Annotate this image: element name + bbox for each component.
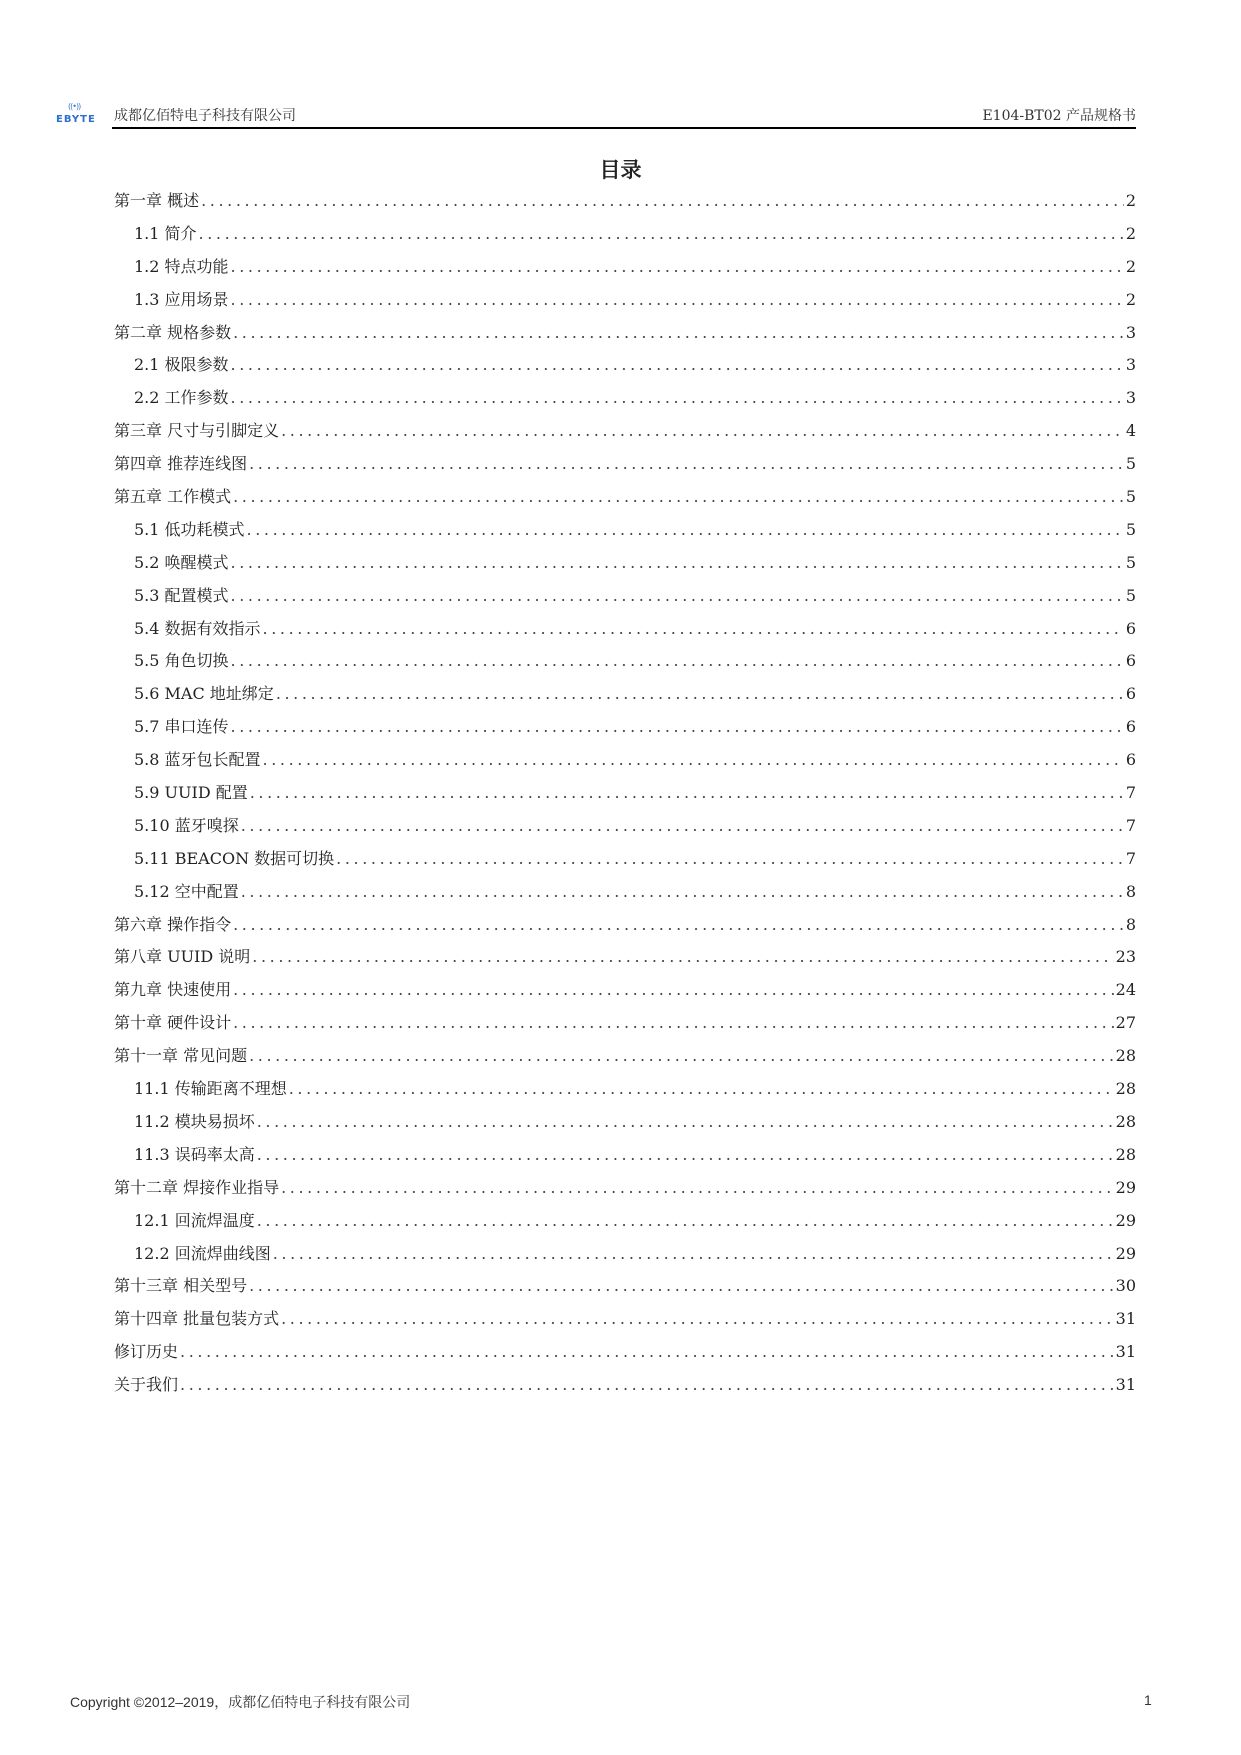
toc-entry-label: 5.9 UUID 配置 <box>134 783 248 803</box>
toc-leader-dots <box>249 1276 1114 1295</box>
toc-entry[interactable] <box>114 616 1136 649</box>
toc-entry-label: 5.1 低功耗模式 <box>134 519 245 539</box>
page-header <box>56 98 1136 130</box>
toc-entry-label: 第四章 推荐连线图 <box>114 454 248 474</box>
toc-leader-dots <box>233 323 1124 342</box>
toc-entry[interactable] <box>114 1076 1136 1109</box>
toc-entry-page: 5 <box>1125 454 1136 474</box>
toc-entry-page: 6 <box>1125 717 1136 737</box>
toc-entry-page: 28 <box>1115 1079 1136 1099</box>
toc-entry[interactable] <box>114 287 1136 320</box>
toc-leader-dots <box>257 1145 1114 1164</box>
toc-entry[interactable] <box>114 352 1136 385</box>
toc-entry[interactable] <box>114 451 1136 484</box>
toc-entry[interactable] <box>114 1372 1136 1405</box>
toc-entry-label: 第十章 硬件设计 <box>114 1013 232 1033</box>
toc-entry-label: 第二章 规格参数 <box>114 322 232 342</box>
toc-leader-dots <box>289 1079 1114 1098</box>
toc-entry-label: 第十一章 常见问题 <box>114 1046 248 1066</box>
toc-entry[interactable] <box>114 977 1136 1010</box>
toc-entry[interactable] <box>114 320 1136 353</box>
toc-entry-page: 7 <box>1125 815 1136 835</box>
toc-entry-label: 5.7 串口连传 <box>134 717 229 737</box>
toc-entry-label: 5.10 蓝牙嗅探 <box>134 815 239 835</box>
toc-entry-page: 3 <box>1125 388 1136 408</box>
toc-leader-dots <box>273 1244 1114 1263</box>
toc-entry-label: 1.3 应用场景 <box>134 289 229 309</box>
toc-leader-dots <box>249 454 1124 473</box>
toc-leader-dots <box>231 586 1124 605</box>
logo-text: EBYTE <box>56 114 96 125</box>
toc-entry-page: 6 <box>1125 750 1136 770</box>
toc-entry[interactable] <box>114 385 1136 418</box>
footer-page-number: 1 <box>1144 1692 1152 1708</box>
toc-entry-page: 7 <box>1125 848 1136 868</box>
toc-entry-label: 5.6 MAC 地址绑定 <box>134 684 274 704</box>
toc-entry-page: 3 <box>1125 355 1136 375</box>
toc-entry[interactable] <box>114 188 1136 221</box>
toc-entry-page: 2 <box>1125 223 1136 243</box>
toc-entry[interactable] <box>114 221 1136 254</box>
toc-entry[interactable] <box>114 1339 1136 1372</box>
toc-entry[interactable] <box>114 1241 1136 1274</box>
toc-entry-page: 31 <box>1115 1375 1136 1395</box>
toc-entry-label: 关于我们 <box>114 1375 179 1395</box>
toc-entry-page: 2 <box>1125 289 1136 309</box>
toc-entry-page: 3 <box>1125 322 1136 342</box>
toc-entry-page: 8 <box>1125 881 1136 901</box>
toc-leader-dots <box>281 1178 1114 1197</box>
toc-entry-page: 5 <box>1125 585 1136 605</box>
toc-entry[interactable] <box>114 418 1136 451</box>
toc-leader-dots <box>180 1375 1114 1394</box>
toc-leader-dots <box>233 915 1124 934</box>
table-of-contents <box>114 188 1136 1405</box>
toc-leader-dots <box>241 816 1124 835</box>
toc-entry-label: 修订历史 <box>114 1342 179 1362</box>
toc-entry-page: 31 <box>1115 1309 1136 1329</box>
toc-entry-label: 第十三章 相关型号 <box>114 1276 248 1296</box>
header-company: 成都亿佰特电子科技有限公司 <box>114 108 296 124</box>
toc-entry-page: 27 <box>1115 1013 1136 1033</box>
toc-entry-label: 11.1 传输距离不理想 <box>134 1079 287 1099</box>
toc-entry-label: 1.1 简介 <box>134 223 197 243</box>
toc-entry-label: 5.2 唤醒模式 <box>134 552 229 572</box>
toc-entry-page: 28 <box>1115 1111 1136 1131</box>
header-doc-title: E104-BT02 产品规格书 <box>982 108 1136 124</box>
wireless-icon: ((•)) <box>68 102 81 111</box>
toc-entry-page: 30 <box>1115 1276 1136 1296</box>
toc-leader-dots <box>257 1211 1114 1230</box>
toc-entry-page: 8 <box>1125 914 1136 934</box>
header-rule <box>112 127 1136 129</box>
toc-entry-label: 5.5 角色切换 <box>134 651 229 671</box>
toc-entry-page: 6 <box>1125 618 1136 638</box>
toc-entry[interactable] <box>114 912 1136 945</box>
toc-leader-dots <box>336 849 1124 868</box>
toc-leader-dots <box>250 783 1124 802</box>
ebyte-logo <box>56 102 100 128</box>
toc-entry-label: 第十二章 焊接作业指导 <box>114 1177 280 1197</box>
toc-entry[interactable] <box>114 254 1136 287</box>
toc-entry[interactable] <box>114 813 1136 846</box>
footer-copyright: Copyright ©2012–2019，成都亿佰特电子科技有限公司 <box>70 1694 411 1710</box>
toc-entry[interactable] <box>114 648 1136 681</box>
toc-entry-page: 31 <box>1115 1342 1136 1362</box>
toc-entry-label: 1.2 特点功能 <box>134 256 229 276</box>
toc-entry[interactable] <box>114 944 1136 977</box>
toc-entry-label: 第三章 尺寸与引脚定义 <box>114 421 280 441</box>
toc-entry[interactable] <box>114 1208 1136 1241</box>
toc-entry-page: 6 <box>1125 684 1136 704</box>
toc-entry-page: 24 <box>1115 980 1136 1000</box>
toc-entry[interactable] <box>114 846 1136 879</box>
toc-leader-dots <box>281 1309 1114 1328</box>
toc-entry-page: 29 <box>1115 1243 1136 1263</box>
toc-leader-dots <box>180 1342 1114 1361</box>
toc-entry[interactable] <box>114 583 1136 616</box>
toc-title: 目录 <box>599 158 642 182</box>
toc-entry[interactable] <box>114 1043 1136 1076</box>
toc-entry[interactable] <box>114 1109 1136 1142</box>
toc-entry-label: 第一章 概述 <box>114 191 200 210</box>
toc-entry[interactable] <box>114 1142 1136 1175</box>
toc-entry[interactable] <box>114 714 1136 747</box>
toc-leader-dots <box>276 684 1124 703</box>
toc-entry-page: 23 <box>1115 947 1136 967</box>
toc-leader-dots <box>199 224 1124 243</box>
toc-entry-label: 第八章 UUID 说明 <box>114 947 251 967</box>
toc-leader-dots <box>263 750 1124 769</box>
toc-leader-dots <box>231 257 1124 276</box>
toc-leader-dots <box>281 421 1124 440</box>
toc-entry-page: 29 <box>1115 1177 1136 1197</box>
toc-entry-label: 第五章 工作模式 <box>114 487 232 507</box>
toc-leader-dots <box>231 290 1124 309</box>
toc-leader-dots <box>231 553 1124 572</box>
toc-leader-dots <box>233 980 1114 999</box>
toc-entry[interactable] <box>114 1010 1136 1043</box>
toc-entry-label: 12.1 回流焊温度 <box>134 1210 255 1230</box>
toc-entry[interactable] <box>114 747 1136 780</box>
toc-entry-label: 2.1 极限参数 <box>134 355 229 375</box>
toc-entry-label: 第九章 快速使用 <box>114 980 232 1000</box>
toc-entry[interactable] <box>114 780 1136 813</box>
toc-entry[interactable] <box>114 1306 1136 1339</box>
toc-leader-dots <box>233 487 1124 506</box>
toc-entry-label: 第十四章 批量包装方式 <box>114 1309 280 1329</box>
toc-leader-dots <box>231 651 1124 670</box>
toc-leader-dots <box>263 619 1124 638</box>
toc-entry[interactable] <box>114 681 1136 714</box>
toc-entry-page: 5 <box>1125 552 1136 572</box>
toc-entry-page: 5 <box>1125 487 1136 507</box>
toc-leader-dots <box>231 717 1124 736</box>
toc-entry-label: 11.2 模块易损坏 <box>134 1111 255 1131</box>
toc-entry-label: 11.3 误码率太高 <box>134 1144 255 1164</box>
toc-leader-dots <box>201 191 1124 210</box>
toc-entry-page: 4 <box>1125 421 1136 441</box>
toc-leader-dots <box>231 355 1124 374</box>
toc-entry-page: 2 <box>1125 256 1136 276</box>
toc-entry-page: 28 <box>1115 1144 1136 1164</box>
toc-entry-page: 6 <box>1125 651 1136 671</box>
toc-entry-label: 5.8 蓝牙包长配置 <box>134 750 261 770</box>
toc-entry-page: 2 <box>1125 191 1136 210</box>
toc-entry[interactable] <box>114 484 1136 517</box>
toc-entry-label: 5.4 数据有效指示 <box>134 618 261 638</box>
toc-leader-dots <box>252 947 1113 966</box>
toc-leader-dots <box>233 1013 1114 1032</box>
toc-entry[interactable] <box>114 1175 1136 1208</box>
toc-entry-page: 29 <box>1115 1210 1136 1230</box>
toc-leader-dots <box>247 520 1124 539</box>
toc-entry-label: 2.2 工作参数 <box>134 388 229 408</box>
toc-entry-label: 第六章 操作指令 <box>114 914 232 934</box>
toc-entry[interactable] <box>114 517 1136 550</box>
toc-leader-dots <box>249 1046 1114 1065</box>
toc-entry-label: 5.3 配置模式 <box>134 585 229 605</box>
toc-leader-dots <box>257 1112 1114 1131</box>
toc-entry[interactable] <box>114 550 1136 583</box>
toc-entry-page: 5 <box>1125 519 1136 539</box>
toc-entry-label: 5.12 空中配置 <box>134 881 239 901</box>
toc-entry-page: 28 <box>1115 1046 1136 1066</box>
toc-entry-page: 7 <box>1125 783 1136 803</box>
toc-entry[interactable] <box>114 879 1136 912</box>
toc-entry[interactable] <box>114 1273 1136 1306</box>
toc-leader-dots <box>241 882 1124 901</box>
toc-entry-label: 5.11 BEACON 数据可切换 <box>134 848 335 868</box>
toc-leader-dots <box>231 388 1124 407</box>
toc-entry-label: 12.2 回流焊曲线图 <box>134 1243 271 1263</box>
